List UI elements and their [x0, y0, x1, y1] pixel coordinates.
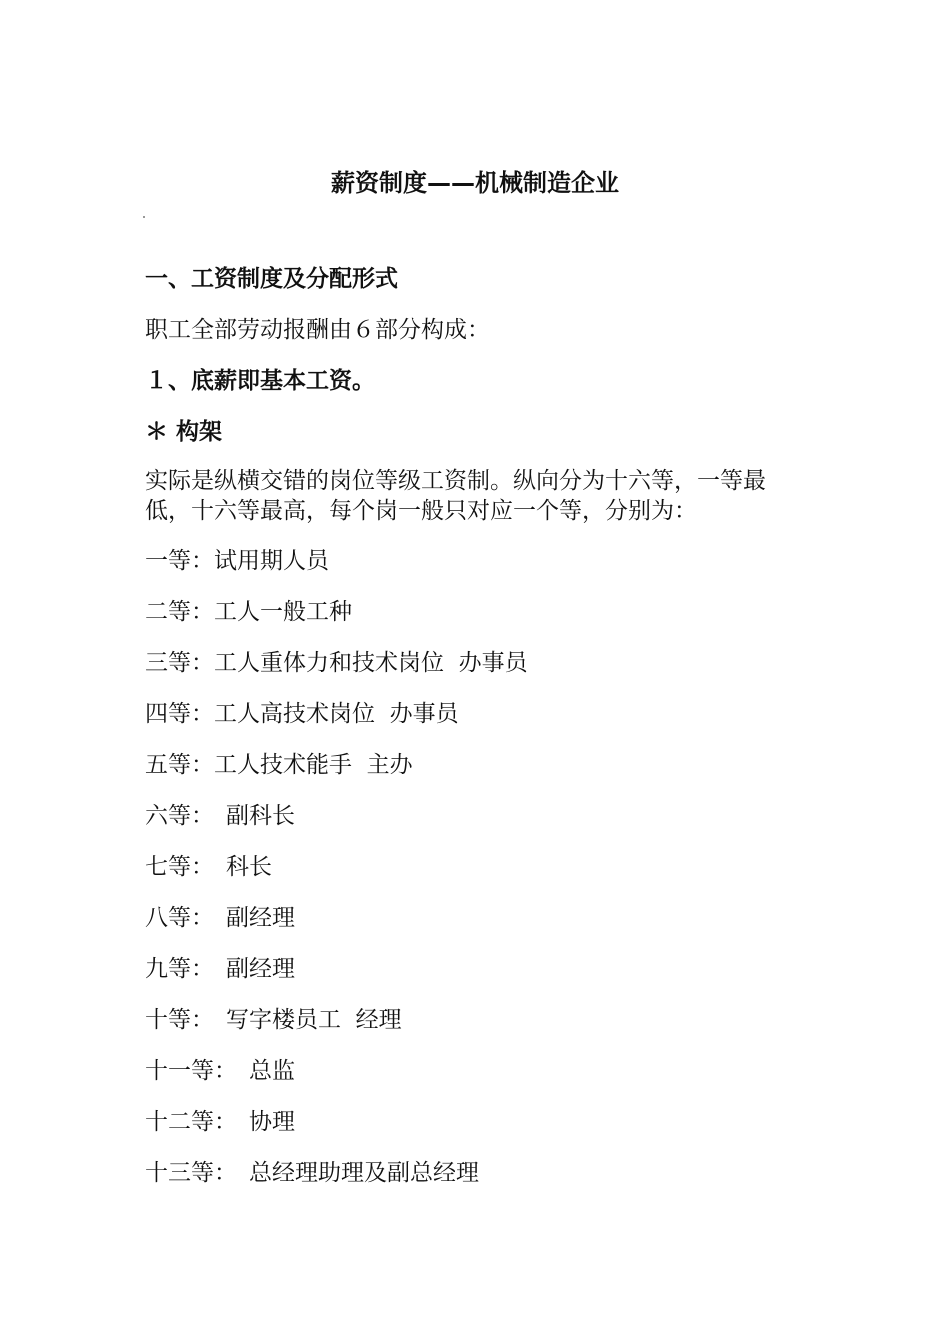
rank-label: 三等： [145, 650, 214, 676]
rank-positions: 总经理助理及副总经理 [249, 1160, 479, 1186]
rank-label: 十等： [145, 1007, 214, 1033]
rank-label: 五等： [145, 752, 214, 778]
rank-positions: 副科长 [226, 803, 295, 829]
rank-positions: 副经理 [226, 905, 295, 931]
rank-line [145, 544, 805, 578]
rank-positions: 总监 [249, 1058, 295, 1084]
structure-description: 实际是纵横交错的岗位等级工资制。纵向分为十六等，一等最低，十六等最高，每个岗一般只对应一个等，分别为： [145, 468, 766, 524]
rank-positions: 工人技术能手 主办 [214, 752, 413, 778]
rank-label: 十一等： [145, 1058, 237, 1084]
rank-label: 十三等： [145, 1160, 237, 1186]
rank-line [145, 595, 805, 629]
rank-line [145, 1156, 805, 1190]
rank-line [145, 799, 805, 833]
rank-list [145, 544, 805, 1190]
rank-positions: 写字楼员工 经理 [226, 1007, 402, 1033]
rank-label: 四等： [145, 701, 214, 727]
rank-line [145, 697, 805, 731]
rank-label: 八等： [145, 905, 214, 931]
rank-line [145, 1003, 805, 1037]
rank-positions: 协理 [249, 1109, 295, 1135]
rank-line [145, 901, 805, 935]
rank-positions: 副经理 [226, 956, 295, 982]
stray-mark [143, 216, 145, 218]
rank-line [145, 1054, 805, 1088]
rank-label: 七等： [145, 854, 214, 880]
rank-label: 一等： [145, 548, 214, 574]
section-heading: 一、工资制度及分配形式 [145, 266, 398, 292]
rank-label: 六等： [145, 803, 214, 829]
rank-line [145, 646, 805, 680]
rank-line [145, 850, 805, 884]
rank-positions: 试用期人员 [214, 548, 329, 574]
intro-text: 职工全部劳动报酬由６部分构成： [145, 317, 490, 343]
rank-label: 十二等： [145, 1109, 237, 1135]
structure-heading: ＊ 构架 [145, 419, 223, 445]
rank-label: 二等： [145, 599, 214, 625]
rank-positions: 科长 [226, 854, 272, 880]
rank-line [145, 952, 805, 986]
rank-positions: 工人高技术岗位 办事员 [214, 701, 459, 727]
document-title: 薪资制度——机械制造企业 [331, 169, 619, 197]
rank-line [145, 748, 805, 782]
document-body [145, 262, 805, 1207]
rank-label: 九等： [145, 956, 214, 982]
rank-positions: 工人一般工种 [214, 599, 352, 625]
rank-line [145, 1105, 805, 1139]
item-heading-base-salary: １、底薪即基本工资。 [145, 368, 375, 394]
rank-positions: 工人重体力和技术岗位 办事员 [214, 650, 528, 676]
